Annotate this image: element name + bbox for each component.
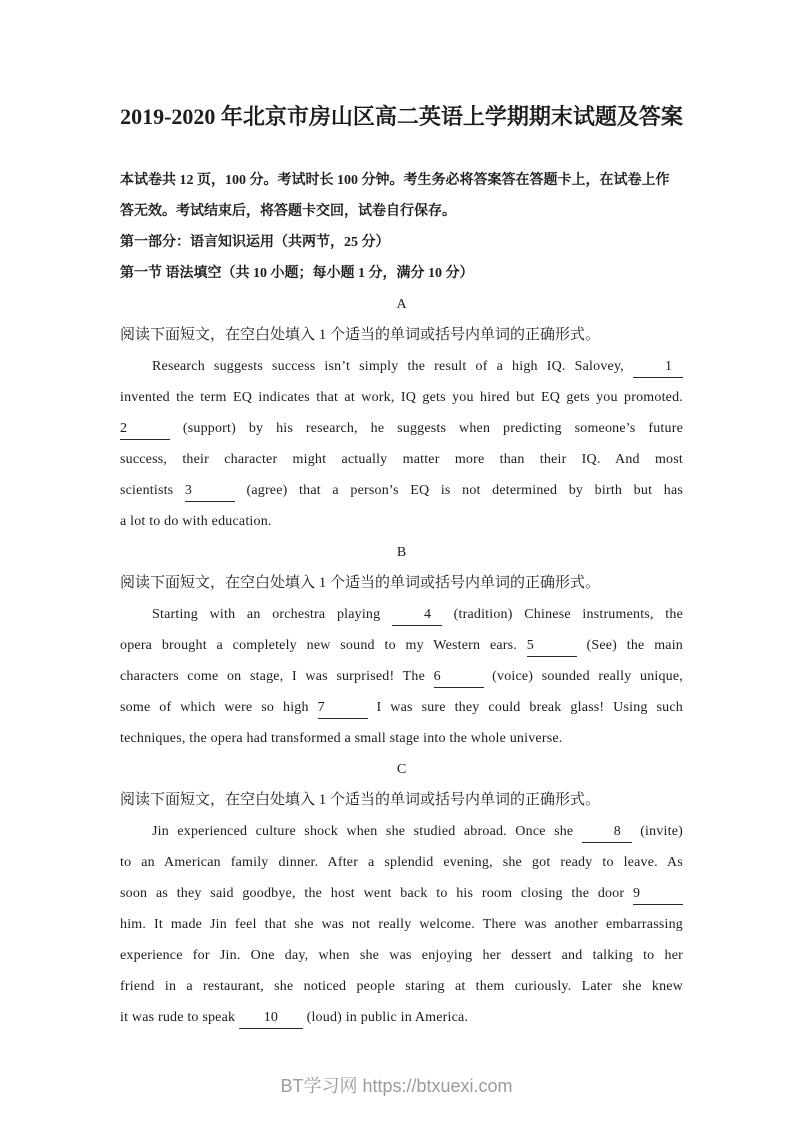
passage-line: scientists 3 (agree) that a person’s EQ is not determined by birth but has [120, 475, 683, 506]
passage-line: some of which were so high 7 I was sure they could break glass! Using such [120, 692, 683, 723]
document-body [120, 165, 683, 1033]
passages [120, 289, 683, 1033]
passage-C [120, 754, 683, 1033]
passage-line: to an American family dinner. After a splendid evening, she got ready to leave. As [120, 855, 683, 870]
passage-line: Research suggests success isn’t simply the result of a high IQ. Salovey, 1 [120, 351, 683, 382]
passage-line: him. It made Jin feel that she was not really welcome. There was another embarrassing [120, 917, 683, 932]
document-title: 2019-2020 年北京市房山区高二英语上学期期末试题及答案 [120, 104, 683, 129]
passage-instruction: 阅读下面短文，在空白处填入 1 个适当的单词或括号内单词的正确形式。 [120, 327, 601, 343]
blank-underline: 7 [318, 699, 368, 719]
notice-line: 答无效。考试结束后，将答题卡交回，试卷自行保存。 [120, 204, 456, 219]
passage-line: experience for Jin. One day, when she was enjoying her dessert and talking to her [120, 948, 683, 963]
blank-underline: 2 [120, 420, 170, 440]
part-one-heading: 第一部分：语言知识运用（共两节，25 分） [120, 235, 390, 250]
passage-line: a lot to do with education. [120, 514, 272, 529]
passage-line: Jin experienced culture shock when she studied abroad. Once she 8 (invite) [120, 816, 683, 847]
blank-underline: 1 [633, 358, 683, 378]
blank-underline: 3 [185, 482, 235, 502]
passage-line: opera brought a completely new sound to my Western ears. 5 (See) the main [120, 630, 683, 661]
passage-line: invented the term EQ indicates that at work, IQ gets you hired but EQ gets you promoted. [120, 390, 683, 405]
passage-line: 2 (support) by his research, he suggests when predicting someone’s future [120, 413, 683, 444]
passage-line: friend in a restaurant, she noticed people staring at them curiously. Later she knew [120, 979, 683, 994]
passage-line: soon as they said goodbye, the host went back to his room closing the door 9 [120, 878, 683, 909]
blank-underline: 4 [392, 606, 442, 626]
passage-label: B [396, 545, 407, 560]
passage-A [120, 289, 683, 537]
section-one-heading: 第一节 语法填空（共 10 小题；每小题 1 分，满分 10 分） [120, 266, 474, 281]
blank-underline: 5 [527, 637, 577, 657]
passage-line: characters come on stage, I was surprised! The 6 (voice) sounded really unique, [120, 661, 683, 692]
passage-B [120, 537, 683, 754]
watermark-text: BT学习网 https://btxuexi.com [280, 1076, 513, 1096]
passage-line: success, their character might actually matter more than their IQ. And most [120, 452, 683, 467]
passage-label: A [396, 297, 407, 312]
passage-instruction: 阅读下面短文，在空白处填入 1 个适当的单词或括号内单词的正确形式。 [120, 575, 601, 591]
notice-line: 本试卷共 12 页，100 分。考试时长 100 分钟。考生务必将答案答在答题卡上，在试卷上作 [120, 173, 670, 188]
blank-underline: 6 [434, 668, 484, 688]
exam-notice [120, 165, 683, 227]
passage-label: C [396, 762, 407, 777]
blank-underline: 8 [582, 823, 632, 843]
blank-underline: 9 [633, 885, 683, 905]
passage-line: it was rude to speak 10 (loud) in public in America. [120, 1002, 683, 1033]
passage-line: techniques, the opera had transformed a small stage into the whole universe. [120, 731, 563, 746]
document-content [120, 0, 683, 1033]
passage-line: Starting with an orchestra playing 4 (tradition) Chinese instruments, the [120, 599, 683, 630]
blank-underline: 10 [239, 1009, 303, 1029]
passage-instruction: 阅读下面短文，在空白处填入 1 个适当的单词或括号内单词的正确形式。 [120, 792, 601, 808]
